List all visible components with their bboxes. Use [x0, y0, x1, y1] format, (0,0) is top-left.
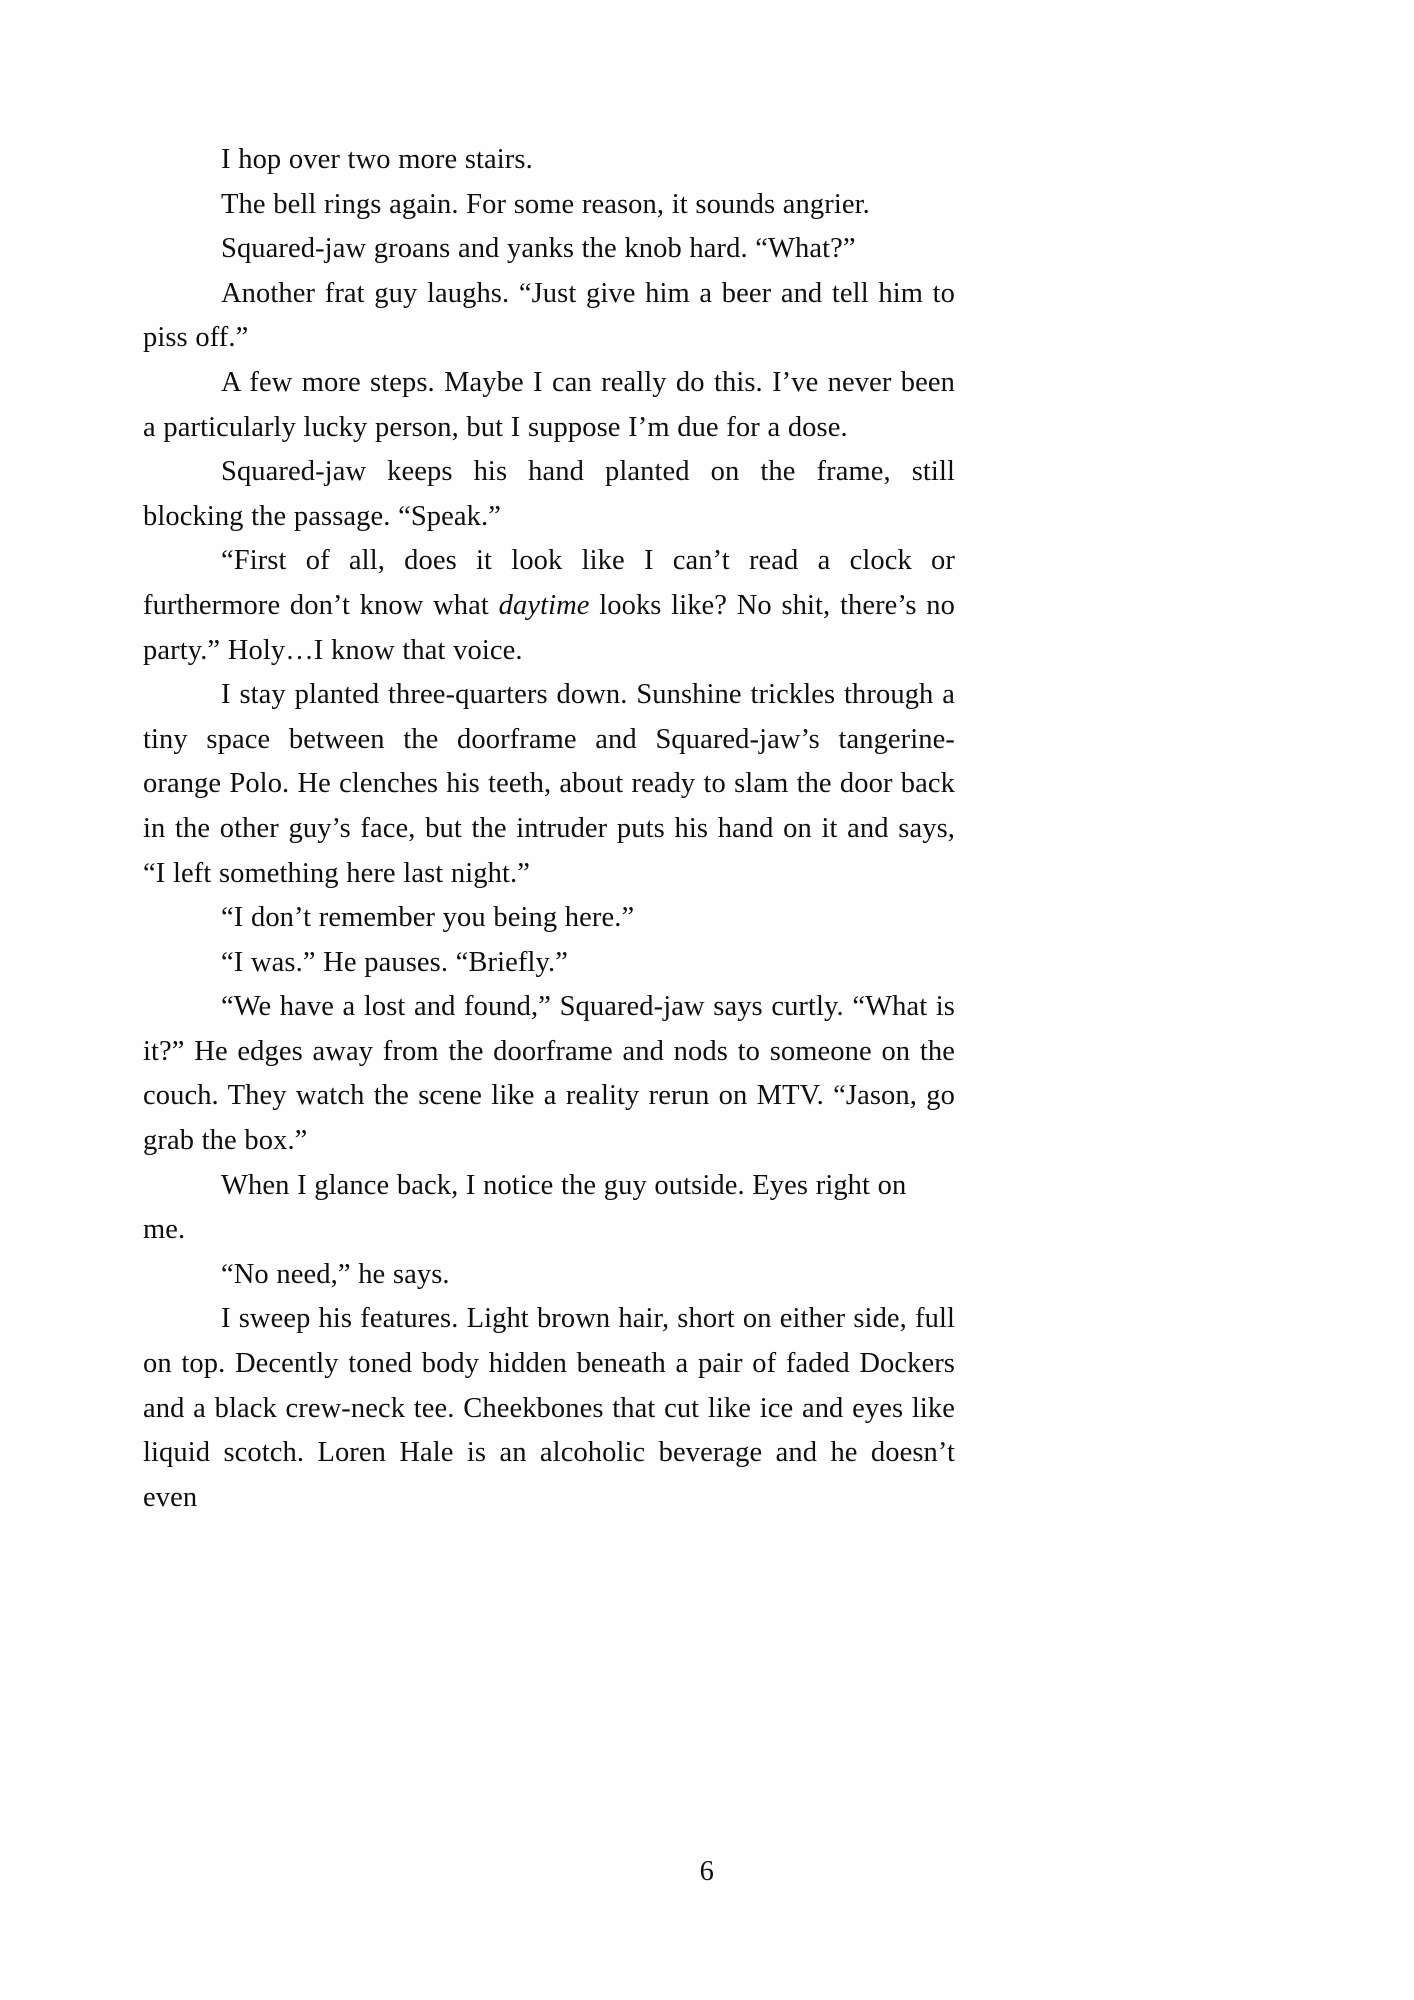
body-text-block [143, 138, 955, 1520]
paragraph: Squared-jaw groans and yanks the knob hard. “What?” [221, 233, 856, 265]
paragraph: I sweep his features. Light brown hair, short on either side, full on top. Decently toned body hidden beneath a pair of faded Dockers and a black crew-neck tee. Cheekbones that cut like ice and eyes like liquid scotch. Loren Hale is an alcoholic beverage and he doesn’t even [143, 1303, 955, 1513]
paragraph-segment: looks like? No shit, there’s no party.” Holy…I know that voice. [143, 589, 955, 666]
paragraph: “I was.” He pauses. “Briefly.” [221, 946, 568, 978]
paragraph: “We have a lost and found,” Squared-jaw says curtly. “What is it?” He edges away from the doorframe and nods to someone on the couch. They watch the scene like a reality rerun on MTV. “Jason, go grab the box.” [143, 991, 955, 1157]
paragraph: Another frat guy laughs. “Just give him a beer and tell him to piss off.” [143, 277, 955, 354]
paragraph-segment: “First of all, does it look like I can’t read a clock or furthermore don’t know what [143, 545, 955, 621]
paragraph: The bell rings again. For some reason, it sounds angrier. [221, 188, 870, 220]
italic-emphasis: daytime [498, 589, 590, 621]
paragraph: “I don’t remember you being here.” [221, 902, 635, 934]
page-number: 6 [699, 1856, 715, 1887]
paragraph-with-italic [143, 539, 955, 673]
paragraph: I hop over two more stairs. [221, 144, 533, 175]
paragraph: Squared-jaw keeps his hand planted on the frame, still blocking the passage. “Speak.” [143, 456, 955, 532]
paragraph: “No need,” he says. [221, 1258, 450, 1290]
paragraph: A few more steps. Maybe I can really do this. I’ve never been a particularly lucky person, but I suppose I’m due for a dose. [143, 366, 955, 443]
paragraph: When I glance back, I notice the guy outside. Eyes right on me. [143, 1169, 907, 1246]
paragraph: I stay planted three-quarters down. Sunshine trickles through a tiny space between the doorframe and Squared-jaw’s tangerine-orange Polo. He clenches his teeth, about ready to slam the door back in the other guy’s face, but the intruder puts his hand on it and says, “I left something here last night.” [143, 679, 955, 889]
